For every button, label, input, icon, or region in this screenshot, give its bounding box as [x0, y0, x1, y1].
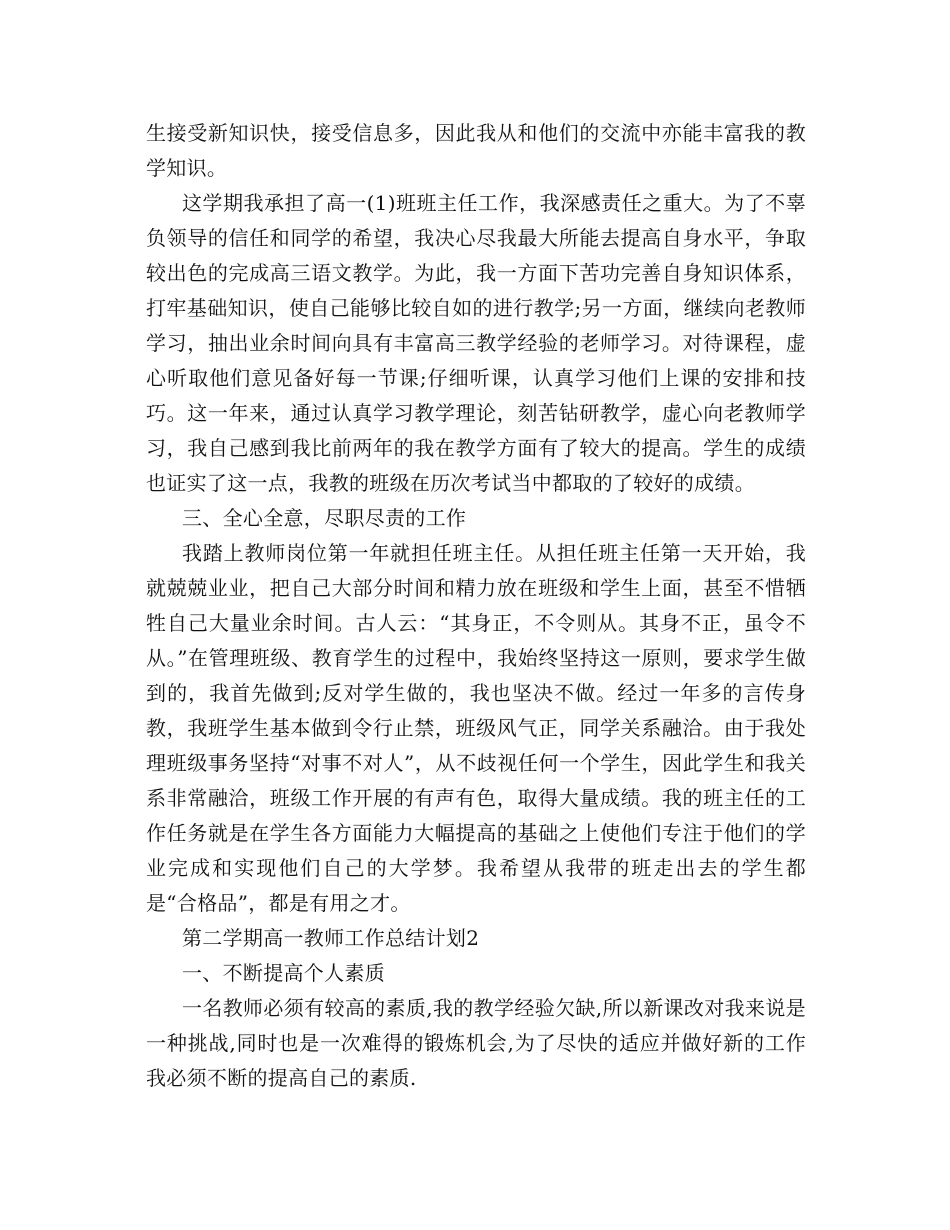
paragraph-class-management: 我踏上教师岗位第一年就担任班主任。从担任班主任第一天开始，我就兢兢业业，把自己大部分时间和精力放在班级和学生上面，甚至不惜牺牲自己大量业余时间。古人云：“其身正，不令则从。其身不正，虽令不从。”在管理班级、教育学生的过程中，我始终坚持这一原则，要求学生做到的，我首先做到;反对学生做的，我也坚决不做。经过一年多的言传身教，我班学生基本做到令行止禁，班级风气正，同学关系融洽。由于我处理班级事务坚持“对事不对人”，从不歧视任何一个学生，因此学生和我关系非常融洽，班级工作开展的有声有色，取得大量成绩。我的班主任的工作任务就是在学生各方面能力大幅提高的基础之上使他们专注于他们的学业完成和实现他们自己的大学梦。我希望从我带的班走出去的学生都是“合格品”，都是有用之才。	[146, 541, 806, 915]
section-heading-personal-quality: 一、不断提高个人素质	[182, 961, 385, 985]
paragraph-continuation: 生接受新知识快，接受信息多，因此我从和他们的交流中亦能丰富我的教学知识。	[146, 121, 806, 180]
document-subtitle-plan-2: 第二学期高一教师工作总结计划2	[182, 926, 480, 950]
document-body	[146, 116, 806, 1096]
paragraph-class-teacher-intro: 这学期我承担了高一(1)班班主任工作，我深感责任之重大。为了不辜负领导的信任和同学的希望，我决心尽我最大所能去提高自身水平，争取较出色的完成高三语文教学。为此，我一方面下苦功完善自身知识体系，打牢基础知识，使自己能够比较自如的进行教学;另一方面，继续向老教师学习，抽出业余时间向具有丰富高三教学经验的老师学习。对待课程，虚心听取他们意见备好每一节课;仔细听课，认真学习他们上课的安排和技巧。这一年来，通过认真学习教学理论，刻苦钻研教学，虚心向老教师学习，我自己感到我比前两年的我在教学方面有了较大的提高。学生的成绩也证实了这一点，我教的班级在历次考试当中都取的了较好的成绩。	[146, 191, 806, 495]
paragraph-personal-quality: 一名教师必须有较高的素质,我的教学经验欠缺,所以新课改对我来说是一种挑战,同时也是一次难得的锻炼机会,为了尽快的适应并做好新的工作我必须不断的提高自己的素质.	[146, 996, 806, 1090]
section-heading-dedication: 三、全心全意，尽职尽责的工作	[182, 506, 467, 530]
